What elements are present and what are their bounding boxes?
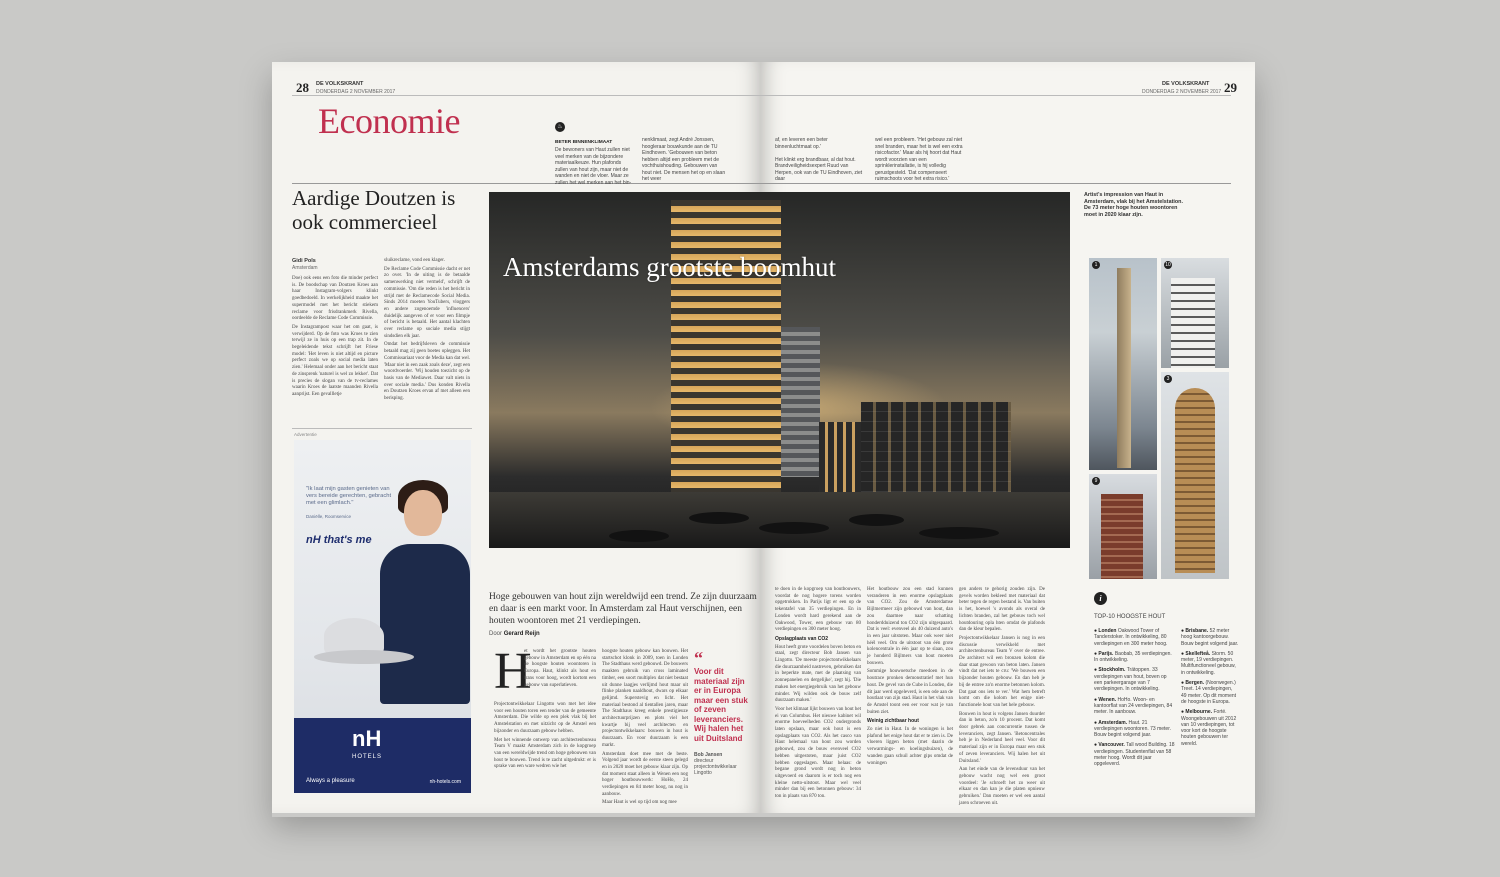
ad-url[interactable]: nh-hotels.com [429, 779, 461, 785]
main-byline: Door Gerard Reijn [489, 631, 540, 637]
sidebar-column-3: af, en leveren een beter binnenluchtmaat op.' Het klinkt erg brandbaar, al dat hout. Brandveiligheidsexpert Ruud van Herpen, ook van de TU Eindhoven, ziet daar [775, 137, 863, 182]
sidebar-column-1: De bewoners van Haut zullen niet veel merken van de bijzondere materiaalkeuze. Hun plafonds zullen van hout zijn, maar niet de wanden en niet de vloer. Maar ze zullen het wel merken aan het bin- [555, 147, 632, 186]
page-number: 29 [1224, 80, 1237, 95]
article-lead: Hoge gebouwen van hout zijn wereldwijd een trend. Ze zijn duurzaam en daar is een markt voor. In Amsterdam zal Haut verschijnen, een houten woontoren met 21 verdiepingen. [489, 592, 757, 626]
sidebar-column-2: nenklimaat, zegt André Jonssen, hoogleraar bouwkunde aan de TU Eindhoven. 'Gebouwen van beton hebben altijd een probleem met de vochthuishouding. Gebouwen van hout niet. De mensen het op en slaan het weer [642, 137, 726, 182]
haut-tower [671, 200, 781, 510]
ad-hotels-text: HOTELS [352, 754, 383, 760]
dateline: DONDERDAG 2 NOVEMBER 2017 [316, 89, 396, 95]
pull-quote-attribution: Bob Jansen directeur projectontwikkelaar Lingotto [694, 752, 737, 776]
article-column-2: sluikreclame, vond een klager. De Reclame Code Commissie dacht er net zo over. 'In de uiting is de betaalde samenwerking niet vermeld', schrijft de commissie. 'Om die reden is het bericht in strijd met de Reclamecode Social Media. Sinds 2014 moeten YouTubers, vloggers en andere zogenoemde 'influencers' duidelijk aangeven of er voor een filmpje of bericht is betaald. Het aantal klachten over reclame op sociale media stijgt sindsdien elk jaar. Omdat het bedrijfsleven de commissie betaald mag zij geen boetes opleggen. Het Commissariaat voor de Media kan dat wel. 'Maar niet in een zaak zoals deze', zegt een woordvoerder. 'Wij houden toezicht op de basis van de Mediawet. Daar valt niets in over sociale media.' Dus konden Rivella en Doutzen Kroes ervan af met alleen een berisping. [384, 258, 470, 402]
masthead: DE VOLKSKRANT [1162, 81, 1210, 87]
ad-quote: "Ik laat mijn gasten genieten van vers bereide gerechten, gebracht met een glimlach." [306, 486, 392, 506]
nh-logo: nH [352, 726, 382, 751]
residential-block [861, 402, 1011, 502]
ad-footer [294, 718, 471, 793]
sidebar-column-4: wel een probleem. 'Het gebouw zal niet snel branden, maar het is wel een extra risicofactor.' Maar als hij hoort dat Haut wordt voorzien van een sprinklerinstallatie, is hij volledig gerustgesteld. 'Dat compenseert ruimschoots voor het extra risico.' [875, 137, 963, 182]
drop-cap: H [494, 643, 532, 700]
ad-slogan: Always a pleasure [306, 778, 355, 784]
main-column-3: te doen in de kopgroep van houtbouwers, voordat de nog hogere torens worden opgetrokken. In Parijs ligt er een op de tekentafel van 35 verdiepingen. En in Londen wordt hard gerekend aan de Oakwood, Tower, een gebouw van 80 verdiepingen en 300 meter hoog. Opslagplaats van CO2 Hout heeft grote voordelen boven beton en staal, zegt directeur Bob Jansen van Lingotto. 'De meeste projectontwikkelaars die duurzaamheid nastreven, gebruiken dat in beperkte mate, met de plaatsing van zonnepanelen en dergelijke', zegt hij. 'Die maken het energiegebruik van het gebouw minder. Wij wilden ook de bouw zelf duurzaam maken.' Voor het klimaat lijkt bouwen van hout het ei van Columbus. Het nieuwe kabinet wil enorme hoeveelheden CO2 ondergronds laten opslaan, maar ook hout is een opslagplaats van CO2. Als het casco van Haut helemaal van hout zou worden gebouwd, zou de bouw evenveel CO2 hebben uitgestoten, maar juist CO2 hebben opgeslagen. Maar helaas: de begane grond wordt nog in beton uitgevoerd en daarom is er toch nog een kleine netto-uitstoot. Maar wel veel minder dan bij een betonnen gebouw: 34 ton in plaats van 870 ton. [775, 587, 861, 800]
main-column-1b: Projectontwikkelaar Lingotto won met het idee voor een houten toren een tender van de gemeente Amsterdam. Die wilde op een plek vlak bij het Amstelstation en met uitzicht op de Amstel een bijzonder en duurzaam gebouw hebben. Met het winnende ontwerp van architectenbureau Team V maakt Amsterdam zich in de kopgroep van een wereldwijde trend om hoge gebouwen van hout te bouwen. Trend is te zacht uitgedrukt: er is sprake van een ware wedren wie het [494, 702, 596, 770]
main-column-2: hoogste houten gebouw kan bouwen. Het startschot klonk in 2009, toen in Londen The Stadthaus werd gebouwd. De bouwers maakten gebruik van cross laminated timber, een soort multiplex dat niet bestaat uit dunne laagjes verlijmd hout maar uit flinke planken naaldhout, dwars op elkaar gelijmd. Superstevig en licht. Het materiaal bestond al tientallen jaren, maar The Stadthaus kreeg enkele prestigieuze architectuurprijzen en plots viel het kwartje bij veel architecten en projectontwikkelaars: bouwen in hout is duurzaam. En voor duurzaam is een markt. Amsterdam doet mee met de beste. Volgend jaar wordt de eerste steen gelegd en in 2020 moet het gebouw klaar zijn. Op dat moment staat alleen in Wenen een nog hoger houtbouwwerk: HoHo, 24 verdiepingen en 84 meter hoog, nu nog in aanbouw. Maar Haut is wel op tijd om nog mee [602, 649, 688, 806]
tray-icon [314, 650, 414, 664]
article-headline: Aardige Doutzen is ook commercieel [292, 186, 456, 234]
photo-title: Amsterdams grootste boomhut [503, 252, 836, 282]
infobox-column-2: ● Brisbane. 52 meter hoog kantoorgebouw. Bouw begint volgend jaar. ● Skellefteå. Storm. 50 meter, 19 verdiepingen. Multifunctioneel gebouw, in ontwikkeling. ● Bergen. (Noorwegen.) Treet. 14 verdiepingen, 49 meter. Op dit moment de hoogste in Europa. ● Melbourne. Forté. Woongebouwen uit 2012 van 10 verdiepingen, tot voor kort de hoogste houten gebouwen ter wereld. [1181, 628, 1239, 747]
flame-icon: ♨ [555, 122, 565, 132]
infobox-column-1: ● Londen Oakwood Tower of Tanderstoker. In ontwikkeling, 80 verdiepingen en 300 meter hoog. ● Parijs. Baobab, 35 verdiepingen. In ontwikkeling. ● Stockholm. Trätoppen. 33 verdiepingen van hout, boven op een parkeergarage van 7 verdiepingen. In ontwikkeling. ● Wenen. HoHo. Woon- en kantoorflat van 24 verdiepingen, 84 meter. In aanbouw. ● Amsterdam. Haut. 21 verdiepingen woontoren. 73 meter. Bouw begint volgend jaar. ● Vancouver. Tall wood Building. 18 verdiepingen. Studentenflat van 58 meter hoog. Wordt dit jaar opgeleverd. [1094, 628, 1175, 768]
main-column-5: gen anders te gehorig zouden zijn. De gevels worden bekleed met materiaal dat beter tegen de regen bestand is. Van buiten is het, hoewel 's avonds als overal de lichten branden, zal het gebouw toch wel houtdouring opla hten omdat de plafonds dan de kleur bepalen. Projectontwikkelaar Jansen is nog in een discussie verwikkeld met architectenbureau Team V over de entree. De architect wil een bronzen kolom die daar staat gewoon van beton laten. Jansen vindt dat net iets te cru: 'We bouwen een bijzonder houten gebouw. En dan heb je bij de entree zo'n enorme betonnen kolom. Dat gaat ons iets te ver.' Wat hem betreft komt om die kolom het enige niet-functionele hout van het hele gebouw. Bouwen in hout is volgens Jansen duurder dan in beton, zo'n 10 procent. Dat komt door gebrek aan concurrentie tussen de leveranciers, zegt Jansen. 'Betoncentrales heb je in Nederland heel veel. Voor dit materiaal zijn er in Europa maar een stuk of zeven leveranciers. Wij halen het uit Duitsland.' Aan het einde van de levensduur van het gebouw wacht nog wel een groot voordeel: 'Je schroeft het zo weer uit elkaar en dan kan je die platen opnieuw gebruiken.' Dan moeten er wel een aantal jaren schroeven uit. [959, 587, 1045, 806]
woman-face [404, 490, 442, 536]
thumbnail-vancouver[interactable]: 9 [1089, 474, 1157, 579]
hero-photo-haut[interactable] [489, 192, 1070, 548]
woman-figure [380, 544, 470, 704]
quote-icon: “ [694, 648, 703, 668]
article-location: Amsterdam [292, 265, 318, 271]
nh-hotels-advertisement[interactable] [294, 440, 471, 793]
ad-label: Advertentie [294, 432, 317, 437]
masthead: DE VOLKSKRANT [316, 81, 364, 87]
thumbnail-brisbane[interactable]: 10 [1161, 258, 1229, 368]
cloche-icon [324, 618, 384, 654]
info-icon: i [1094, 592, 1107, 605]
thumbnail-oakwood-tower[interactable]: 1 [1089, 258, 1157, 470]
sidebar-kicker: BETER BINNENKLIMAAT [555, 140, 613, 145]
main-column-4: Het houtbouw zou een stad kunnen veranderen in een enorme opslagplaats van CO2. Zou de Amsterdamse Bijlmermeer zijn gebouwd van hout, dan zou daarmee naar schatting honderdduizend ton CO2 zijn uitgespaard. Dat is veel: evenveel als 40 duizend auto's in een jaar uitstoten. Maar ook weer niet héél veel. Om de uitstoot van één grote kolencentrale in één jaar op te slaan, zou je honderd Bijlmers van hout moeten bouwen. Sommige houwoetsche meedoen in de houtrace pronken demonstratief met hun hout. De gevel van de Cube in Londen, die dit jaar werd opgeleverd, is een ode aan de houtlaat van zijn stad. Haut in het vlak van de Amstel toont een eer voor wat je van buiten ziet. Weinig zichtbaar hout Zo niet in Haut. In de woningen is het plafond het enige hout dat er te zien is. De vloeren liggen beton (met daarin de verwarmings- en koelingsbuizen), de wanden gaan schuil achter gips omdat de woningen [867, 587, 953, 766]
thumbnail-stockholm[interactable]: 3 [1161, 372, 1229, 579]
infobox-title: TOP-10 HOOGSTE HOUT [1094, 614, 1166, 620]
article-column-1: Doe) ook eens een foto die minder perfect is. De boodschap van Doutzen Kroes aan haar Instagram-volgers klinkt goedbedoeld. In werkelijkheid maakte het supermodel met het bericht stiekem reclame voor frisdrankmerk Rivella, oordeelde de Reclame Code Commissie. De Instagrampost waar het om gaat, is verwijderd. Op de foto was Kroes te zien terwijl ze in huis op een trap zit. In de begeleidende tekst schrijft het Friese model: 'Het leven is niet altijd en picture perfect zoals we op social media laten zien.' Helemaal onder aan het bericht staat de zinsprenk 'naturel is wel zo lekker'. Dat is precies de slogan van de tv-reclames waarin Kroes de laatste maanden Rivella aanprijst. Een gevallletje [292, 276, 378, 397]
pull-quote: Voor dit materiaal zijn er in Europa maar een stuk of zeven leveranciers. Wij halen het uit Duitsland [694, 667, 748, 743]
dateline: DONDERDAG 2 NOVEMBER 2017 [1142, 89, 1222, 95]
ad-tagline: nH that's me [306, 534, 372, 546]
main-column-1a: et wordt het grootste houten gebouw in Amsterdam en op één na de hoogste houten woontoren in Europa. Haut, klinkt als hout en frans voor hoog, wordt kortom een gebouw van superlatieven. [524, 649, 596, 688]
canal-water [489, 492, 1070, 548]
article-author: Gidi Pols [292, 258, 316, 264]
photo-caption: Artist's impression van Haut in Amsterdam, vlak bij het Amstelstation. De 73 meter hoge houten woontoren moet in 2020 klaar zijn. [1084, 192, 1183, 219]
section-title: Economie [318, 101, 460, 141]
newspaper-spread [272, 62, 1255, 813]
page-number: 28 [296, 80, 309, 95]
ad-signature: Daniëlle, Roomservice [306, 514, 352, 519]
